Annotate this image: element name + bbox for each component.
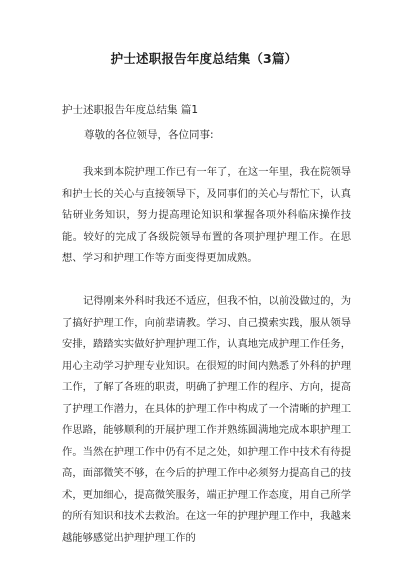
section-heading: 护士述职报告年度总结集 篇1 xyxy=(62,104,199,116)
document-title: 护士述职报告年度总结集（3篇） xyxy=(110,51,298,66)
paragraph: 我来到本院护理工作已有一年了，在这一年里，我在院领导和护士长的关心与直接领导下，及同事们的关心与帮忙下，认真钻研业务知识，努力提高理论知识和掌握各项外科临床操作技能。较好的完成了各级院领导布置的各项护理护理工作。在思想、学习和护理工作等方面变得更加成熟。 xyxy=(62,166,351,264)
greeting: 尊敬的各位领导，各位同事: xyxy=(84,129,214,141)
paragraph: 记得刚来外科时我还不适应，但我不怕，以前没做过的，为了搞好护理工作，向前辈请教。学习、自己摸索实践，服从领导安排，踏踏实实做好护理护理工作，认真地完成护理工作任务，用心主动学习护理专业知识。在很短的时间内熟悉了外科的护理工作，了解了各班的职责，明确了护理工作的程序、方向，提高了护理工作潜力，在具体的护理工作中构成了一个清晰的护理工作思路，能够顺利的开展护理工作并熟练圆满地完成本职护理工作。当然在护理工作中仍有不足之处，如护理工作中技术有待提高，面部微笑不够，在今后的护理工作中必须努力提高自己的技术，更加细心，提高微笑服务，端正护理工作态度，用自己所学的所有知识和技术去救治。在这一年的护理护理工作中，我越来越能够感觉出护理护理工作的 xyxy=(62,295,351,544)
